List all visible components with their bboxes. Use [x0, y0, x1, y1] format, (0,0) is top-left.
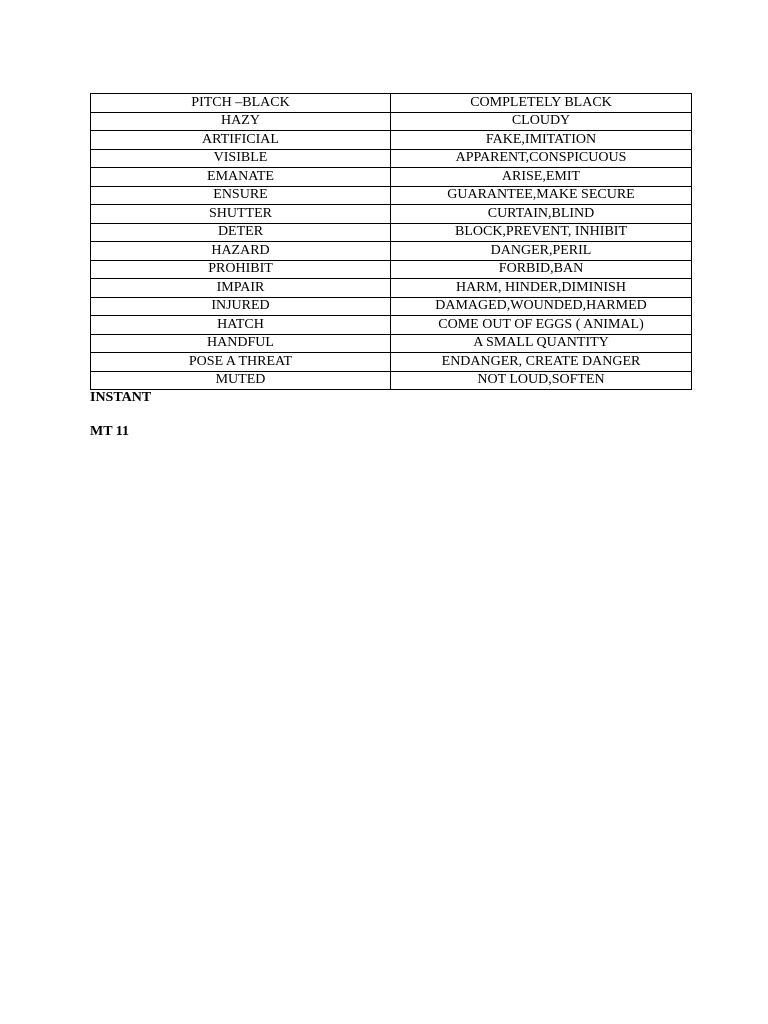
meaning-cell: DANGER,PERIL — [391, 242, 692, 261]
word-cell: VISIBLE — [91, 149, 391, 168]
word-cell: POSE A THREAT — [91, 353, 391, 372]
table-row — [91, 205, 692, 224]
vocabulary-table — [90, 93, 692, 390]
meaning-cell: ENDANGER, CREATE DANGER — [391, 353, 692, 372]
table-row — [91, 371, 692, 390]
meaning-cell: FORBID,BAN — [391, 260, 692, 279]
meaning-cell: A SMALL QUANTITY — [391, 334, 692, 353]
word-cell: ARTIFICIAL — [91, 131, 391, 150]
table-row — [91, 297, 692, 316]
meaning-cell: FAKE,IMITATION — [391, 131, 692, 150]
word-cell: INJURED — [91, 297, 391, 316]
word-cell: MUTED — [91, 371, 391, 390]
table-row — [91, 316, 692, 335]
meaning-cell: COMPLETELY BLACK — [391, 94, 692, 113]
table-row — [91, 260, 692, 279]
table-row — [91, 334, 692, 353]
meaning-cell: CLOUDY — [391, 112, 692, 131]
table-row — [91, 149, 692, 168]
table-row — [91, 353, 692, 372]
word-cell: PITCH –BLACK — [91, 94, 391, 113]
meaning-cell: CURTAIN,BLIND — [391, 205, 692, 224]
table-row — [91, 223, 692, 242]
word-cell: HANDFUL — [91, 334, 391, 353]
table-row — [91, 186, 692, 205]
word-cell: IMPAIR — [91, 279, 391, 298]
word-cell: ENSURE — [91, 186, 391, 205]
word-cell: HAZARD — [91, 242, 391, 261]
section-heading-mt: MT 11 — [90, 424, 130, 439]
word-cell: HATCH — [91, 316, 391, 335]
word-cell: SHUTTER — [91, 205, 391, 224]
word-cell: HAZY — [91, 112, 391, 131]
word-cell: DETER — [91, 223, 391, 242]
meaning-cell: GUARANTEE,MAKE SECURE — [391, 186, 692, 205]
section-heading-instant: INSTANT — [90, 390, 152, 405]
table-row — [91, 168, 692, 187]
table-row — [91, 242, 692, 261]
meaning-cell: COME OUT OF EGGS ( ANIMAL) — [391, 316, 692, 335]
table-row — [91, 279, 692, 298]
vocabulary-table-body — [91, 94, 692, 390]
table-row — [91, 131, 692, 150]
meaning-cell: ARISE,EMIT — [391, 168, 692, 187]
meaning-cell: APPARENT,CONSPICUOUS — [391, 149, 692, 168]
table-row — [91, 112, 692, 131]
table-row — [91, 94, 692, 113]
word-cell: PROHIBIT — [91, 260, 391, 279]
meaning-cell: NOT LOUD,SOFTEN — [391, 371, 692, 390]
meaning-cell: HARM, HINDER,DIMINISH — [391, 279, 692, 298]
word-cell: EMANATE — [91, 168, 391, 187]
meaning-cell: DAMAGED,WOUNDED,HARMED — [391, 297, 692, 316]
meaning-cell: BLOCK,PREVENT, INHIBIT — [391, 223, 692, 242]
